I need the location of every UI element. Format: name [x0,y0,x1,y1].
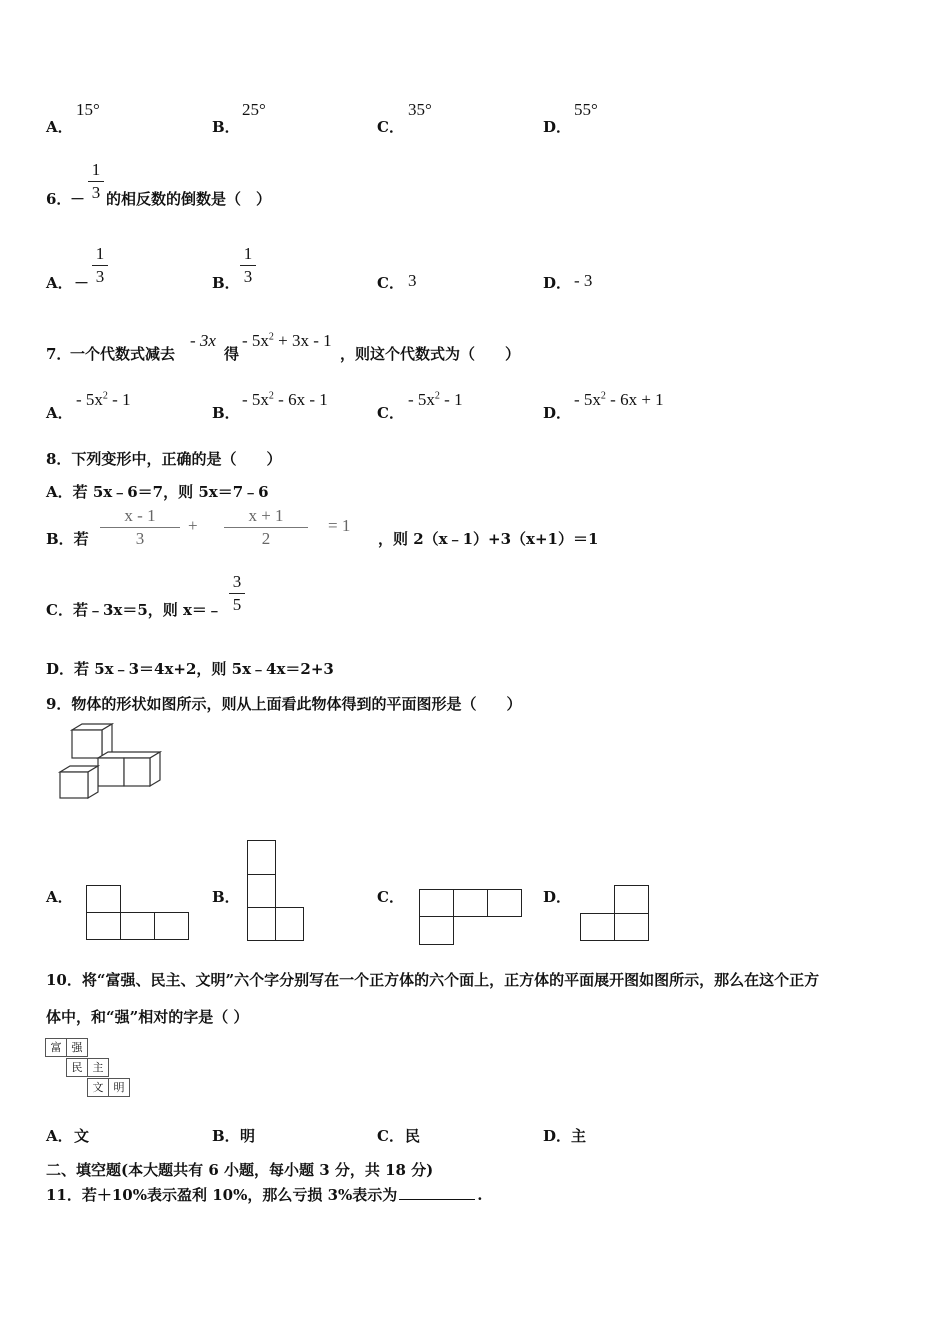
q7-expr-2-rest: + 3x - 1 [278,331,332,350]
q8-stem: 8．下列变形中，正确的是（ ） [46,450,282,468]
q7-option-d-rest: - 6x + 1 [610,390,664,409]
q5-option-a-value: 15° [76,100,100,119]
q6-option-d-label: D． [543,274,572,292]
q10-option-b-label: B． [212,1127,240,1145]
q8-option-c-fraction [229,572,245,615]
q10-net-cell: 主 [87,1058,109,1077]
q7-option-a-expr [76,390,131,410]
q8-option-b-fraction-1 [100,506,180,549]
q5-option-d-value: 55° [574,100,598,119]
q10-option-a-value: 文 [74,1127,90,1145]
q5-option-b-label: B． [212,118,240,136]
q7-option-a-rest: - 1 [112,390,131,409]
q6-option-b-fraction [240,244,256,287]
q8-option-b-fraction-2 [224,506,308,549]
q9-front-cube-front [60,772,88,798]
q9-option-d-label: D． [543,888,572,906]
q7-option-d-exp: 2 [600,390,606,402]
q6-neg-sign: － [70,190,86,208]
q9-option-a-label: A． [46,888,73,906]
q7-option-b-label: B． [212,404,240,422]
q10-stem-line-2: 体中，和“强”相对的字是（ ） [46,1008,249,1026]
q9-bottom-cube-3 [124,758,150,786]
q8-option-b-suffix: ，则 2（x﹣1）+3（x+1）＝1 [378,530,599,548]
q6-option-d-value: - 3 [574,271,593,290]
q10-option-c-label: C． [377,1127,404,1145]
q7-option-a-term: - 5x [76,390,103,409]
q9-bottom-cube-2 [98,758,124,786]
q6-fraction [88,160,104,203]
q8-option-a: A．若 5x﹣6＝7，则 5x＝7﹣6 [46,483,269,501]
q7-option-a-exp: 2 [102,390,108,402]
q5-option-c-value: 35° [408,100,432,119]
q9-option-c-label: C． [377,888,404,906]
q10-option-d-label: D． [543,1127,572,1145]
q7-option-d-term: - 5x [574,390,601,409]
q11-answer-blank[interactable] [399,1199,475,1200]
q6-option-a-label: A． [46,274,73,292]
q7-expr-2-exp: 2 [268,331,274,343]
q9-solid-figure [52,722,172,802]
q6-option-a-num: 1 [95,244,105,263]
q7-option-c-expr [408,390,463,410]
q8-option-b-plus: + [188,516,198,535]
q7-number: 7． [46,345,72,363]
q6-option-c-label: C． [377,274,404,292]
q8-b-f1-num: x - 1 [124,506,156,525]
q7-option-d-expr [574,390,664,410]
q7-text-3: ，则这个代数式为（ ） [340,345,521,363]
q10-net-cell: 明 [108,1078,130,1097]
q7-option-c-label: C． [377,404,404,422]
q8-b-f1-den: 3 [135,529,145,548]
q6-option-b-num: 1 [243,244,253,263]
q8-c-den: 5 [232,595,242,614]
q7-text-2: 得 [224,345,240,363]
q8-b-f2-num: x + 1 [248,506,284,525]
q10-net-cell: 富 [45,1038,67,1057]
q9-top-cube-front [72,730,102,758]
q10-stem-line-1: 10．将“富强、民主、文明”六个字分别写在一个正方体的六个面上，正方体的平面展开图如图所示，那么在这个正方 [46,971,820,989]
q9-option-b-label: B． [212,888,240,906]
q10-net-cell: 民 [66,1058,88,1077]
q8-option-b-equals: = 1 [328,516,351,535]
q10-option-b-value: 明 [240,1127,256,1145]
q8-b-f2-den: 2 [261,529,271,548]
q6-option-b-den: 3 [243,267,253,286]
q5-option-b-value: 25° [242,100,266,119]
q7-option-d-label: D． [543,404,572,422]
q10-net-cell: 文 [87,1078,109,1097]
q5-option-d-label: D． [543,118,572,136]
q7-text-1: 一个代数式减去 [70,345,176,363]
q6-option-a-neg: － [74,274,90,292]
q8-c-num: 3 [232,572,242,591]
q6-fraction-num: 1 [91,160,101,179]
q9-bottom-row-side [150,752,160,786]
q6-question-text: 的相反数的倒数是（ ） [106,190,272,208]
q6-option-a-fraction [92,244,108,287]
q10-net-cell: 强 [66,1038,88,1057]
q7-expr-1: - 3x [190,331,216,350]
q11-end-mark: . [477,1186,483,1204]
q9-stem: 9．物体的形状如图所示，则从上面看此物体得到的平面图形是（ ） [46,695,522,713]
q7-expr-2 [242,331,332,351]
q6-option-c-value: 3 [408,271,417,290]
q6-option-b-label: B． [212,274,240,292]
q8-option-c-prefix: C．若﹣3x＝5，则 x＝﹣ [46,601,222,619]
section-2-title: 二、填空题(本大题共有 6 小题，每小题 3 分，共 18 分) [46,1161,434,1179]
q11-question-text: 11．若＋10%表示盈利 10%，那么亏损 3%表示为 [46,1186,398,1204]
q6-option-a-den: 3 [95,267,105,286]
q7-option-a-label: A． [46,404,73,422]
q10-option-d-value: 主 [571,1127,587,1145]
q10-option-a-label: A． [46,1127,73,1145]
q6-fraction-den: 3 [91,183,101,202]
q10-option-c-value: 民 [405,1127,421,1145]
q7-expr-2-term: - 5x [242,331,269,350]
q7-option-b-term: - 5x [242,390,269,409]
q7-option-b-rest: - 6x - 1 [278,390,328,409]
q7-option-c-rest: - 1 [444,390,463,409]
q7-option-b-exp: 2 [268,390,274,402]
q5-option-c-label: C． [377,118,404,136]
q8-option-d: D．若 5x﹣3＝4x+2，则 5x﹣4x＝2+3 [46,660,334,678]
q7-option-c-term: - 5x [408,390,435,409]
q6-number: 6． [46,190,72,208]
q11-text [46,1184,483,1205]
q9-front-cube-side [88,766,98,798]
q7-option-b-expr [242,390,328,410]
q5-option-a-label: A． [46,118,73,136]
q7-option-c-exp: 2 [434,390,440,402]
q8-option-b-prefix: B．若 [46,530,89,548]
